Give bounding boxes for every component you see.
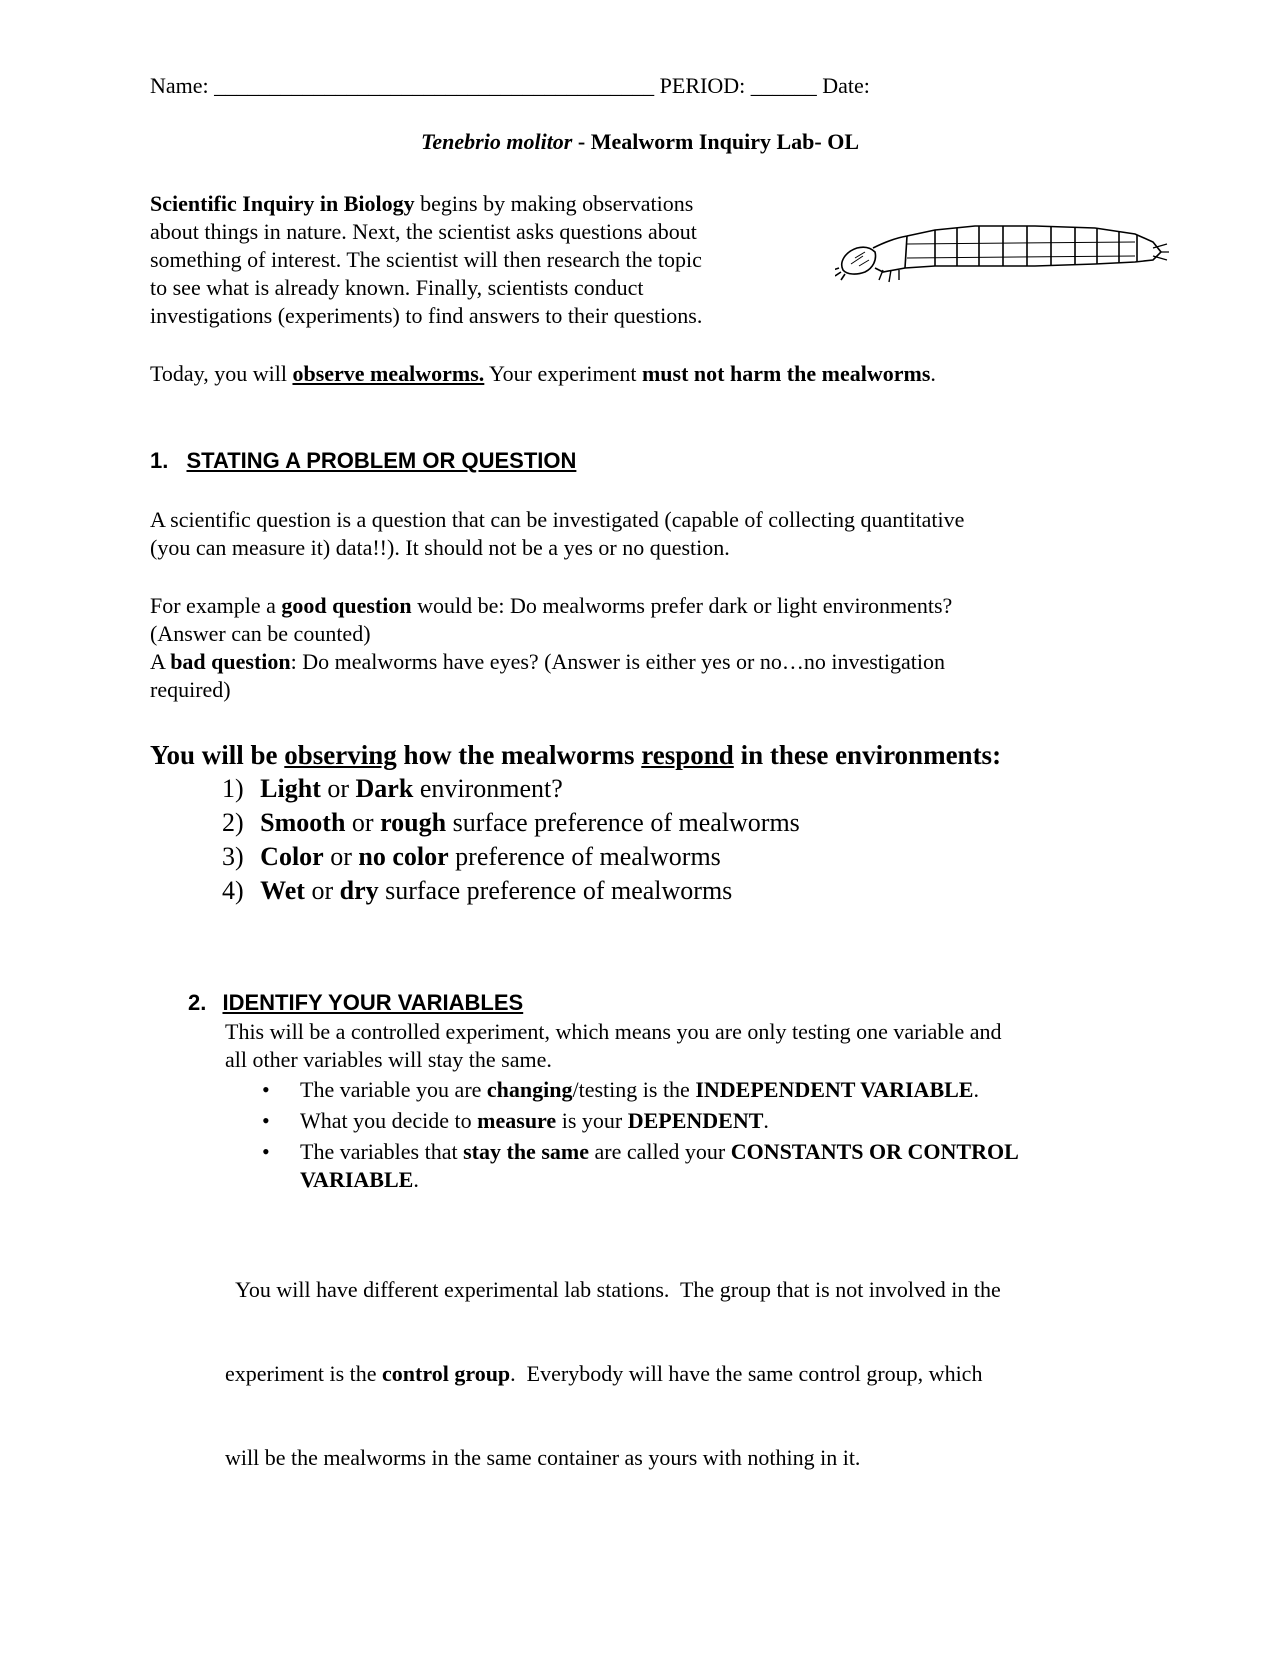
good-post: would be: Do mealworms prefer dark or light environments?: [411, 593, 953, 618]
list-item: [262, 1138, 1162, 1194]
section1-definition: [150, 506, 964, 562]
definition-line1: A scientific question is a question that can be investigated (capable of collecting quantitative: [150, 507, 965, 532]
stations-paragraph: [225, 1220, 1001, 1500]
stations-line3: will be the mealworms in the same container as yours with nothing in it.: [225, 1445, 861, 1470]
item-or: or: [345, 808, 381, 837]
name-label: Name:: [150, 73, 209, 98]
section2-heading: [188, 990, 523, 1016]
header-line: [150, 72, 870, 100]
section2-title: IDENTIFY YOUR VARIABLES: [222, 990, 524, 1015]
today-part3: Your experiment: [484, 361, 642, 386]
bullet-post: .: [763, 1108, 769, 1133]
bullet-pre: The variables that: [300, 1139, 464, 1164]
item-term-a: Light: [260, 774, 321, 803]
good-line2: (Answer can be counted): [150, 621, 371, 646]
bullet-post: .: [973, 1077, 979, 1102]
bullet-bold1: stay the same: [463, 1139, 589, 1164]
bullet-bold2: DEPENDENT: [627, 1108, 764, 1133]
today-part1: Today, you will: [150, 361, 293, 386]
bad-question-label: bad question: [170, 649, 291, 674]
observing-heading: [150, 738, 1001, 772]
section2-line2: all other variables will stay the same.: [225, 1047, 552, 1072]
good-pre: For example a: [150, 593, 282, 618]
page-title: [0, 128, 1280, 156]
stations-line1: You will have different experimental lab stations. The group that is not involved in the: [225, 1277, 1001, 1302]
item-rest: surface preference of mealworms: [446, 808, 800, 837]
list-item: [262, 1076, 1162, 1104]
today-observe: observe mealworms.: [292, 361, 485, 386]
mealworm-illustration: [835, 218, 1170, 288]
bad-pre: A: [150, 649, 171, 674]
bullet-mid: /testing is the: [572, 1077, 696, 1102]
control-group-label: control group: [382, 1361, 511, 1386]
environment-list: [222, 772, 800, 908]
bullet-pre: What you decide to: [300, 1108, 478, 1133]
today-must-not-harm: must not harm the mealworms: [641, 361, 931, 386]
variables-list: [262, 1076, 1162, 1194]
definition-line2: (you can measure it) data!!). It should not be a yes or no question.: [150, 535, 730, 560]
observing-p5: in these environments:: [733, 740, 1002, 770]
bullet3-line2-bold: VARIABLE: [300, 1167, 414, 1192]
intro-line5: investigations (experiments) to find answers to their questions.: [150, 303, 703, 328]
list-item: [222, 772, 800, 806]
bullet-icon: •: [262, 1139, 270, 1164]
list-item: [222, 840, 800, 874]
intro-paragraph: [150, 190, 702, 330]
respond-word: respond: [641, 740, 734, 770]
bullet-bold2: CONSTANTS OR CONTROL: [730, 1139, 1019, 1164]
bad-post: : Do mealworms have eyes? (Answer is either yes or no…no investigation: [290, 649, 945, 674]
item-number: 4): [222, 876, 244, 905]
bullet-icon: •: [262, 1077, 270, 1102]
title-rest: - Mealworm Inquiry Lab- OL: [572, 129, 859, 154]
bullet-pre: The variable you are: [300, 1077, 487, 1102]
good-question-label: good question: [281, 593, 412, 618]
bullet-icon: •: [262, 1108, 270, 1133]
item-number: 2): [222, 808, 244, 837]
title-species: Tenebrio molitor: [421, 129, 573, 154]
period-blank[interactable]: ______: [750, 73, 817, 98]
item-term-b: Dark: [355, 774, 414, 803]
stations-line2-post: . Everybody will have the same control group, which: [510, 1361, 983, 1386]
observing-p3: how the mealworms: [396, 740, 642, 770]
section1-title: STATING A PROBLEM OR QUESTION: [186, 448, 577, 473]
item-term-a: Wet: [260, 876, 305, 905]
item-term-b: dry: [339, 876, 379, 905]
item-rest: surface preference of mealworms: [378, 876, 733, 905]
list-item: [222, 874, 800, 908]
section2-number: 2.: [188, 990, 207, 1015]
today-period: .: [930, 361, 936, 386]
bullet-bold1: measure: [477, 1108, 557, 1133]
today-line: [150, 360, 936, 388]
section2-line1: This will be a controlled experiment, which means you are only testing one variable and: [225, 1019, 1002, 1044]
section2-intro: [225, 1018, 1002, 1074]
intro-line1-rest: begins by making observations: [414, 191, 694, 216]
item-term-b: no color: [358, 842, 449, 871]
date-label: Date:: [822, 73, 870, 98]
stations-line2-pre: experiment is the: [225, 1361, 383, 1386]
intro-line2: about things in nature. Next, the scientist asks questions about: [150, 219, 697, 244]
bullet-mid: is your: [556, 1108, 628, 1133]
item-term-a: Color: [260, 842, 324, 871]
intro-line3: something of interest. The scientist will then research the topic: [150, 247, 702, 272]
bullet-mid: are called your: [588, 1139, 731, 1164]
name-blank[interactable]: ________________________________________: [214, 73, 655, 98]
item-or: or: [323, 842, 359, 871]
observing-p1: You will be: [150, 740, 285, 770]
list-item: [222, 806, 800, 840]
item-or: or: [320, 774, 356, 803]
section1-heading: [150, 448, 576, 474]
bullet-bold1: changing: [486, 1077, 573, 1102]
bullet3-line2-post: .: [413, 1167, 419, 1192]
intro-bold: Scientific Inquiry in Biology: [150, 191, 415, 216]
item-term-b: rough: [380, 808, 447, 837]
section1-examples: [150, 592, 952, 704]
section1-number: 1.: [150, 448, 169, 473]
observing-word: observing: [284, 740, 397, 770]
item-term-a: Smooth: [260, 808, 346, 837]
period-label: PERIOD:: [659, 73, 746, 98]
item-or: or: [304, 876, 340, 905]
item-number: 1): [222, 774, 244, 803]
item-number: 3): [222, 842, 244, 871]
bullet-bold2: INDEPENDENT VARIABLE: [695, 1077, 974, 1102]
item-rest: environment?: [413, 774, 563, 803]
bad-line2: required): [150, 677, 231, 702]
item-rest: preference of mealworms: [448, 842, 721, 871]
intro-line4: to see what is already known. Finally, scientists conduct: [150, 275, 644, 300]
list-item: [262, 1107, 1162, 1135]
